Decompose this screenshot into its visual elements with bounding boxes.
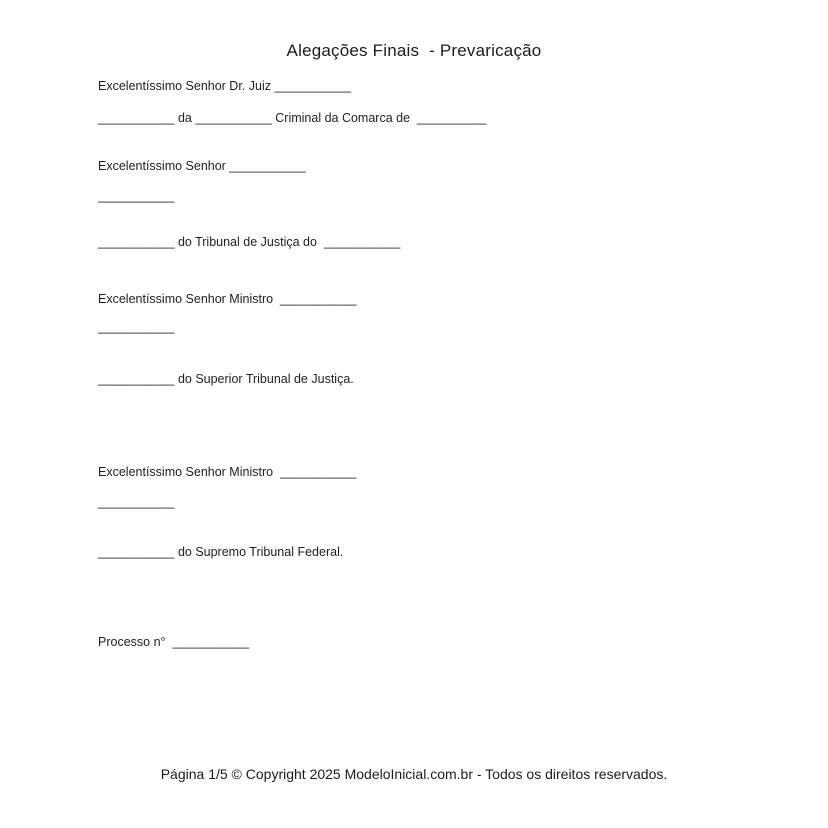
address-line-comarca: ___________ da ___________ Criminal da Comarca de __________ bbox=[98, 111, 487, 125]
blank-field-line-2: ___________ bbox=[98, 320, 175, 334]
page-footer: Página 1/5 © Copyright 2025 ModeloInicial.com.br - Todos os direitos reservados. bbox=[160, 766, 668, 782]
blank-field-line-1: ___________ bbox=[98, 189, 175, 203]
blank-field-line-3: ___________ bbox=[98, 495, 175, 509]
address-line-superior-tribunal: ___________ do Superior Tribunal de Justiça. bbox=[98, 372, 354, 386]
address-line-ministro-stj: Excelentíssimo Senhor Ministro ___________ bbox=[98, 292, 357, 306]
address-line-juiz: Excelentíssimo Senhor Dr. Juiz ___________ bbox=[98, 79, 351, 93]
address-line-senhor: Excelentíssimo Senhor ___________ bbox=[98, 159, 306, 173]
address-line-ministro-stf: Excelentíssimo Senhor Ministro ___________ bbox=[98, 465, 357, 479]
address-line-supremo-tribunal: ___________ do Supremo Tribunal Federal. bbox=[98, 545, 344, 559]
address-line-tribunal-justica: ___________ do Tribunal de Justiça do ___________ bbox=[98, 235, 401, 249]
process-number-line: Processo n° ___________ bbox=[98, 635, 249, 649]
document-title: Alegações Finais - Prevaricação bbox=[286, 41, 542, 60]
